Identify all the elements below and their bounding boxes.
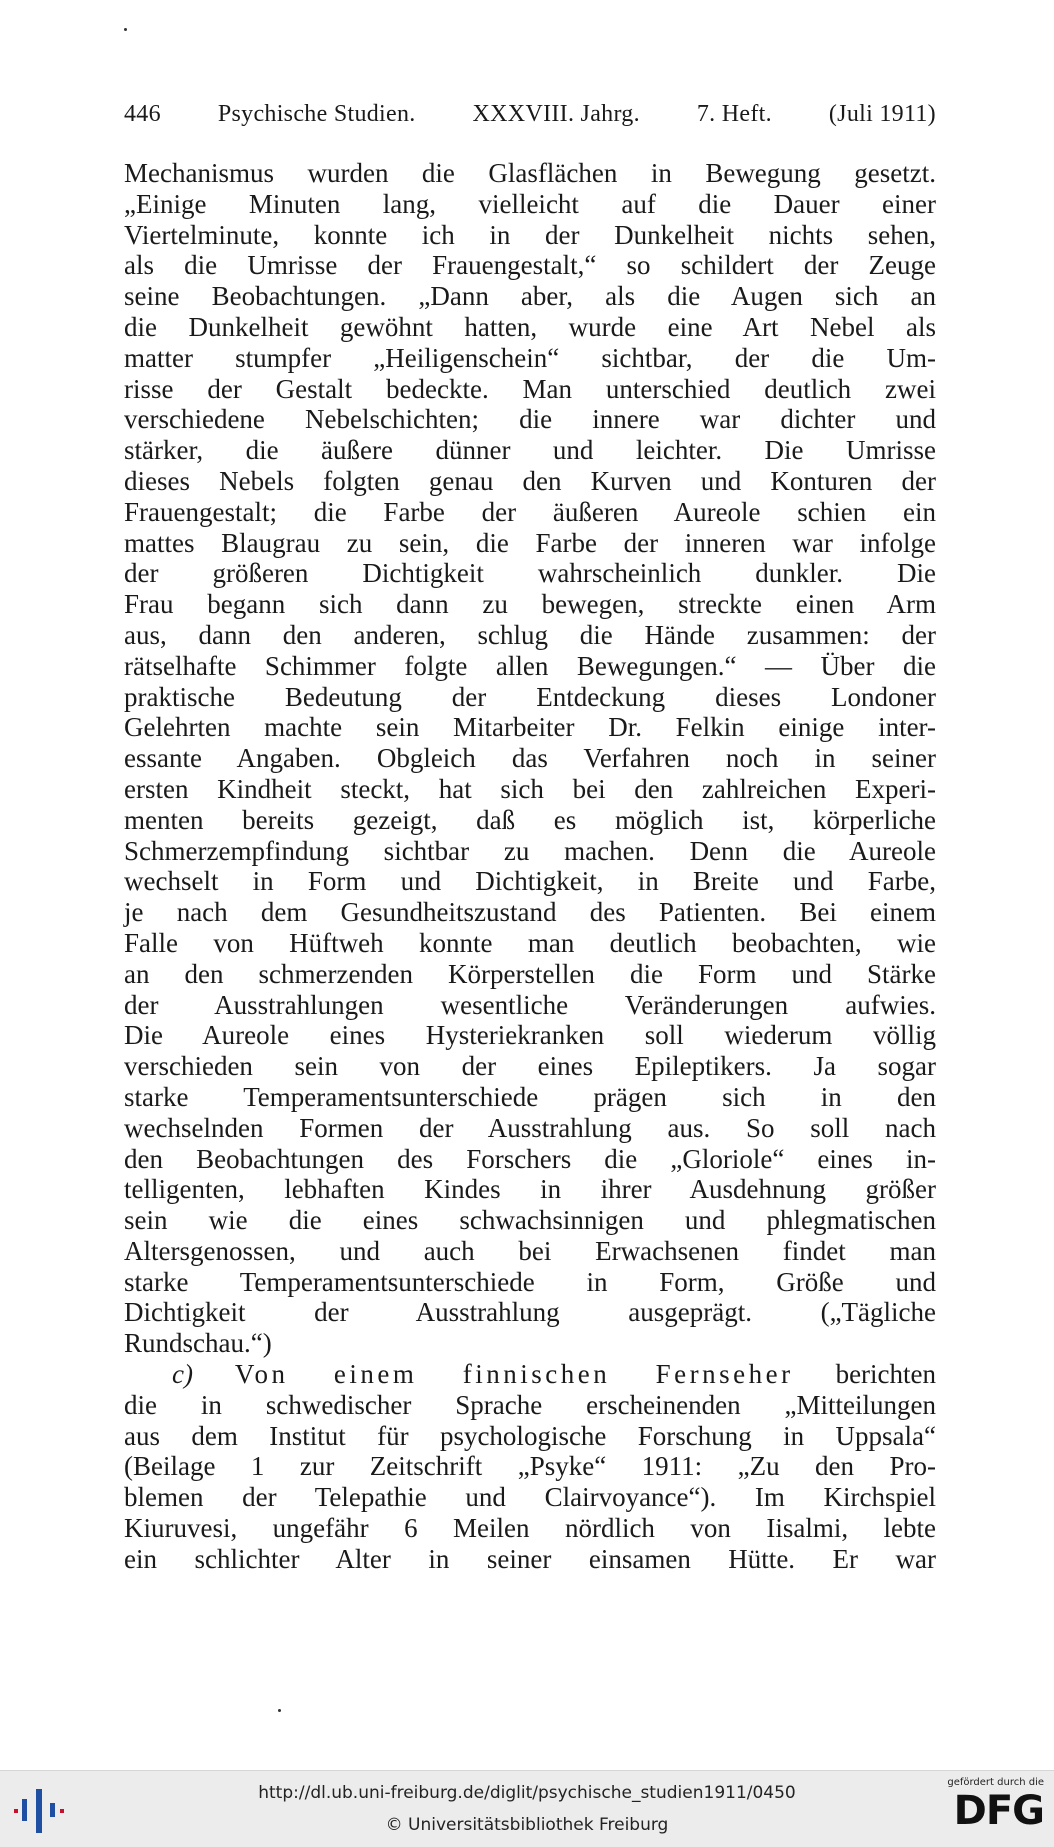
issue-date: (Juli 1911) [828,101,936,127]
text-line: ersten Kindheit steckt, hat sich bei den zahlreichen Experi- [124,773,936,804]
volume-label: XXXVIII. Jahrg. [472,101,640,127]
text-line: aus dem Institut für psychologische Forschung in Uppsala“ [124,1420,936,1451]
text-line: „Einige Minuten lang, vielleicht auf die Dauer einer [124,188,936,219]
text-line: an den schmerzenden Körperstellen die Form und Stärke [124,958,936,989]
text-line: Frauengestalt; die Farbe der äußeren Aureole schien ein [124,496,936,527]
text-line: blemen der Telepathie und Clairvoyance“). Im Kirchspiel [124,1482,936,1513]
text-line: telligenten, lebhaften Kindes in ihrer Ausdehnung größer [124,1174,936,1205]
text-line: Die Aureole eines Hysteriekranken soll wiederum völlig [124,1020,936,1051]
text-line: als die Umrisse der Frauengestalt,“ so schildert der Zeuge [124,250,936,281]
section-c-first-words: berichten [835,1359,937,1390]
text-line: starke Temperamentsunterschiede prägen sich in den [124,1081,936,1112]
page-number: 446 [124,101,161,127]
text-line: Frau begann sich dann zu bewegen, streckte einen Arm [124,589,936,620]
text-line: aus, dann den anderen, schlug die Hände zusammen: der [124,619,936,650]
text-line: der größeren Dichtigkeit wahrscheinlich dunkler. Die [124,558,936,589]
section-c-spaced-heading: Von einem finnischen Fernseher [234,1359,794,1390]
body-text [124,158,936,1575]
text-line: ein schlichter Alter in seiner einsamen Hütte. Er war [124,1543,936,1574]
text-line: verschieden sein von der eines Epileptikers. Ja sogar [124,1051,936,1082]
text-line: je nach dem Gesundheitszustand des Patienten. Bei einem [124,897,936,928]
text-line: Altersgenossen, und auch bei Erwachsenen findet man [124,1235,936,1266]
copyright-notice: © Universitätsbibliothek Freiburg [385,1815,669,1835]
text-line: seine Beobachtungen. „Dann aber, als die Augen sich an [124,281,936,312]
scan-speck [124,28,127,31]
text-line: Kiuruvesi, ungefähr 6 Meilen nördlich von Iisalmi, lebte [124,1513,936,1544]
text-line: Gelehrten machte sein Mitarbeiter Dr. Felkin einige inter- [124,712,936,743]
text-line: Rundschau.“) [124,1328,272,1359]
dfg-logo [932,1777,1044,1841]
text-line: verschiedene Nebelschichten; die innere war dichter und [124,404,936,435]
text-line: Dichtigkeit der Ausstrahlung ausgeprägt. („Tägliche [124,1297,936,1328]
issue-label: 7. Heft. [696,101,772,127]
viewer-footer [0,1770,1054,1847]
text-line: mattes Blaugrau zu sein, die Farbe der inneren war infolge [124,527,936,558]
text-line: Viertelminute, konnte ich in der Dunkelheit nichts sehen, [124,219,936,250]
text-line: dieses Nebels folgten genau den Kurven und Konturen der [124,465,936,496]
text-line: rätselhafte Schimmer folgte allen Bewegungen.“ — Über die [124,650,936,681]
running-header [124,101,936,128]
text-line: Mechanismus wurden die Glasflächen in Bewegung gesetzt. [124,158,936,188]
text-line: wechselnden Formen der Ausstrahlung aus. So soll nach [124,1112,936,1143]
text-line: Falle von Hüftweh konnte man deutlich beobachten, wie [124,927,936,958]
text-line: risse der Gestalt bedeckte. Man unterschied deutlich zwei [124,373,936,404]
text-line: matter stumpfer „Heiligenschein“ sichtbar, der die Um- [124,342,936,373]
text-line: der Ausstrahlungen wesentliche Veränderungen aufwies. [124,989,936,1020]
section-marker: c) [172,1359,193,1390]
text-line: wechselt in Form und Dichtigkeit, in Breite und Farbe, [124,866,936,897]
text-line: die Dunkelheit gewöhnt hatten, wurde eine Art Nebel als [124,311,936,342]
text-line: menten bereits gezeigt, daß es möglich ist, körperliche [124,804,936,835]
text-line: praktische Bedeutung der Entdeckung dieses Londoner [124,681,936,712]
scan-speck [278,1709,281,1712]
dfg-funding-note: gefördert durch die [947,1777,1044,1788]
text-line: die in schwedischer Sprache erscheinenden „Mitteilungen [124,1389,936,1420]
text-line: essante Angaben. Obgleich das Verfahren noch in seiner [124,743,936,774]
text-line: starke Temperamentsunterschiede in Form, Größe und [124,1266,936,1297]
text-line: sein wie die eines schwachsinnigen und phlegmatischen [124,1205,936,1236]
dfg-wordmark: DFG [953,1788,1044,1834]
permalink-url[interactable]: http://dl.ub.uni-freiburg.de/diglit/psychische_studien1911/0450 [258,1783,796,1803]
text-line: den Beobachtungen des Forschers die „Gloriole“ eines in- [124,1143,936,1174]
journal-title: Psychische Studien. [217,101,416,127]
text-line: Schmerzempfindung sichtbar zu machen. Denn die Aureole [124,835,936,866]
text-line: (Beilage 1 zur Zeitschrift „Psyke“ 1911: „Zu den Pro- [124,1451,936,1482]
text-line: stärker, die äußere dünner und leichter. Die Umrisse [124,435,936,466]
section-c-heading-line [124,1359,936,1390]
